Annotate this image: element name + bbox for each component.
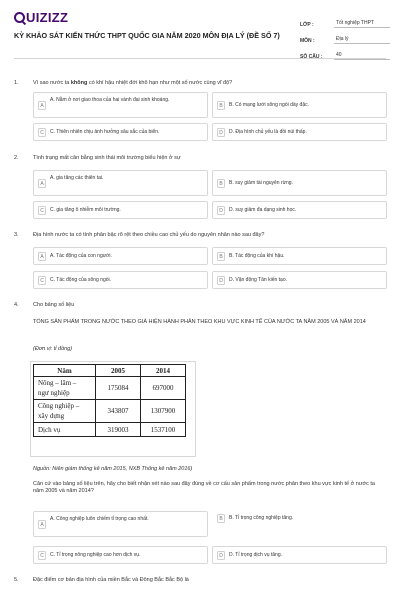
option-letter: D [217,206,225,215]
table-cell: 697000 [141,377,186,400]
question-number: 1. [14,80,19,86]
question-text: Đặc điểm cơ bản địa hình của miền Bắc và Đông Bắc Bắc Bộ là [33,577,189,583]
meta-row-subject [300,30,390,44]
option-letter: D [217,276,225,285]
option-letter: C [38,206,46,215]
table-unit: (Đơn vị: tỉ đồng) [33,346,73,352]
option-letter: C [38,551,46,560]
question-5 [14,577,386,587]
option-letter: A [38,520,46,529]
option-d[interactable] [212,546,387,564]
option-letter: B [217,101,225,110]
option-c[interactable] [33,271,208,289]
option-a[interactable] [33,92,208,118]
option-d[interactable] [212,123,387,141]
logo-q-icon [14,12,25,23]
question-3 [14,232,386,242]
table-cell: 175084 [96,377,141,400]
question-number: 2. [14,155,19,161]
option-letter: A [38,101,46,110]
meta-value: Tốt nghiệp THPT [334,20,390,28]
table-cell: 1307900 [141,400,186,423]
option-text: C. Tỉ trọng nông nghiệp cao hơn dịch vụ. [50,552,141,558]
option-b[interactable] [212,92,387,118]
option-text: C. Thiên nhiên chịu ảnh hưởng sâu sắc của biển. [50,129,160,135]
meta-value: Địa lý [334,36,390,44]
option-letter: A [38,179,46,188]
table-row-label: Dịch vụ [34,423,96,437]
option-text: C. Tác động của sông ngòi. [50,277,112,283]
option-text: A. Công nghiệp luôn chiếm tỉ trọng cao nhất. [50,516,149,522]
header-divider [14,58,386,59]
question-number: 4. [14,302,19,308]
table-header-cell: 2014 [141,365,186,377]
table-row [34,400,186,423]
table-row-label: Công nghiệp – xây dựng [34,400,96,423]
meta-label: LỚP : [300,22,314,28]
question-4 [14,302,386,312]
question-text: Tình trạng mất cân bằng sinh thái môi trường biểu hiện ở sự [33,155,181,161]
question-text: Vì sao nước ta không có khí hậu nhiệt đới khô hạn như một số nước cùng vĩ độ? [33,80,233,86]
meta-row-class [300,14,390,28]
option-text: B. suy giảm tài nguyên rừng. [229,180,293,186]
question-number: 5. [14,577,19,583]
option-letter: D [217,128,225,137]
data-table [33,364,186,437]
option-text: D. Tỉ trọng dịch vụ tăng. [229,552,282,558]
option-letter: D [217,551,225,560]
option-b[interactable] [212,170,387,196]
option-text: D. suy giảm đa dạng sinh học. [229,207,297,213]
option-text: A. Tác động của con người. [50,253,112,259]
option-c[interactable] [33,201,208,219]
table-header-row [34,365,186,377]
option-text: B. Tác động của khí hậu. [229,253,285,259]
option-b[interactable] [212,511,387,537]
meta-value: 40 [334,52,390,60]
table-row-label: Nông – lâm – ngư nghiệp [34,377,96,400]
page-header [0,0,400,62]
option-c[interactable] [33,123,208,141]
table-cell: 343807 [96,400,141,423]
option-text: D. Vận động Tân kiến tạo. [229,277,288,283]
option-a[interactable] [33,511,208,537]
table-cell: 1537100 [141,423,186,437]
option-text: D. Địa hình chủ yếu là đồi núi thấp. [229,129,307,135]
question-prompt: Căn cứ vào bảng số liệu trên, hãy cho biết nhận xét nào sau đây đúng về cơ cấu sản phẩm trong nước phân theo khu vực kinh tế ở nước ta năm 2005 và năm 2014? [33,481,375,494]
option-b[interactable] [212,247,387,265]
option-letter: B [217,252,225,261]
question-text: Cho bảng số liệu [33,302,75,308]
option-text: A. Nằm ở nơi giao thoa của hai vành đai sinh khoáng. [50,97,170,103]
table-row [34,423,186,437]
option-letter: C [38,128,46,137]
option-c[interactable] [33,546,208,564]
document-title: KỲ KHẢO SÁT KIẾN THỨC THPT QUỐC GIA NĂM 2020 MÔN ĐỊA LÝ (ĐỀ SỐ 7) [14,31,280,40]
option-text: B. Có mạng lưới sông ngòi dày đặc. [229,102,310,108]
question-number: 3. [14,232,19,238]
option-letter: A [38,252,46,261]
option-text: C. gia tăng ô nhiễm môi trường. [50,207,121,213]
option-letter: B [217,514,225,523]
table-source: Nguồn: Niên giám thống kê năm 2015, NXB Thống kê năm 2016) [33,466,193,472]
meta-label: SỐ CÂU : [300,54,323,60]
table-header-cell: 2005 [96,365,141,377]
meta-panel [300,14,390,62]
option-text: B. Tỉ trọng công nghiệp tăng. [229,515,294,521]
table-cell: 319003 [96,423,141,437]
meta-label: MÔN : [300,38,315,44]
question-text: Địa hình nước ta có tính phân bậc rõ rệt theo chiều cao chủ yếu do nguyên nhân nào sau đây? [33,232,265,238]
option-letter: C [38,276,46,285]
question-2 [14,155,386,165]
option-letter: B [217,179,225,188]
table-header-cell: Năm [34,365,96,377]
option-d[interactable] [212,201,387,219]
table-title: TỔNG SẢN PHẨM TRONG NƯỚC THEO GIÁ HIỆN HÀNH PHÂN THEO KHU VỰC KINH TẾ CỦA NƯỚC TA NĂM 2005 VÀ NĂM 2014 [33,319,366,325]
option-a[interactable] [33,170,208,196]
quizizz-logo: UIZIZZ [14,10,68,25]
option-d[interactable] [212,271,387,289]
table-row [34,377,186,400]
option-text: A. gia tăng các thiên tai. [50,175,104,181]
option-a[interactable] [33,247,208,265]
